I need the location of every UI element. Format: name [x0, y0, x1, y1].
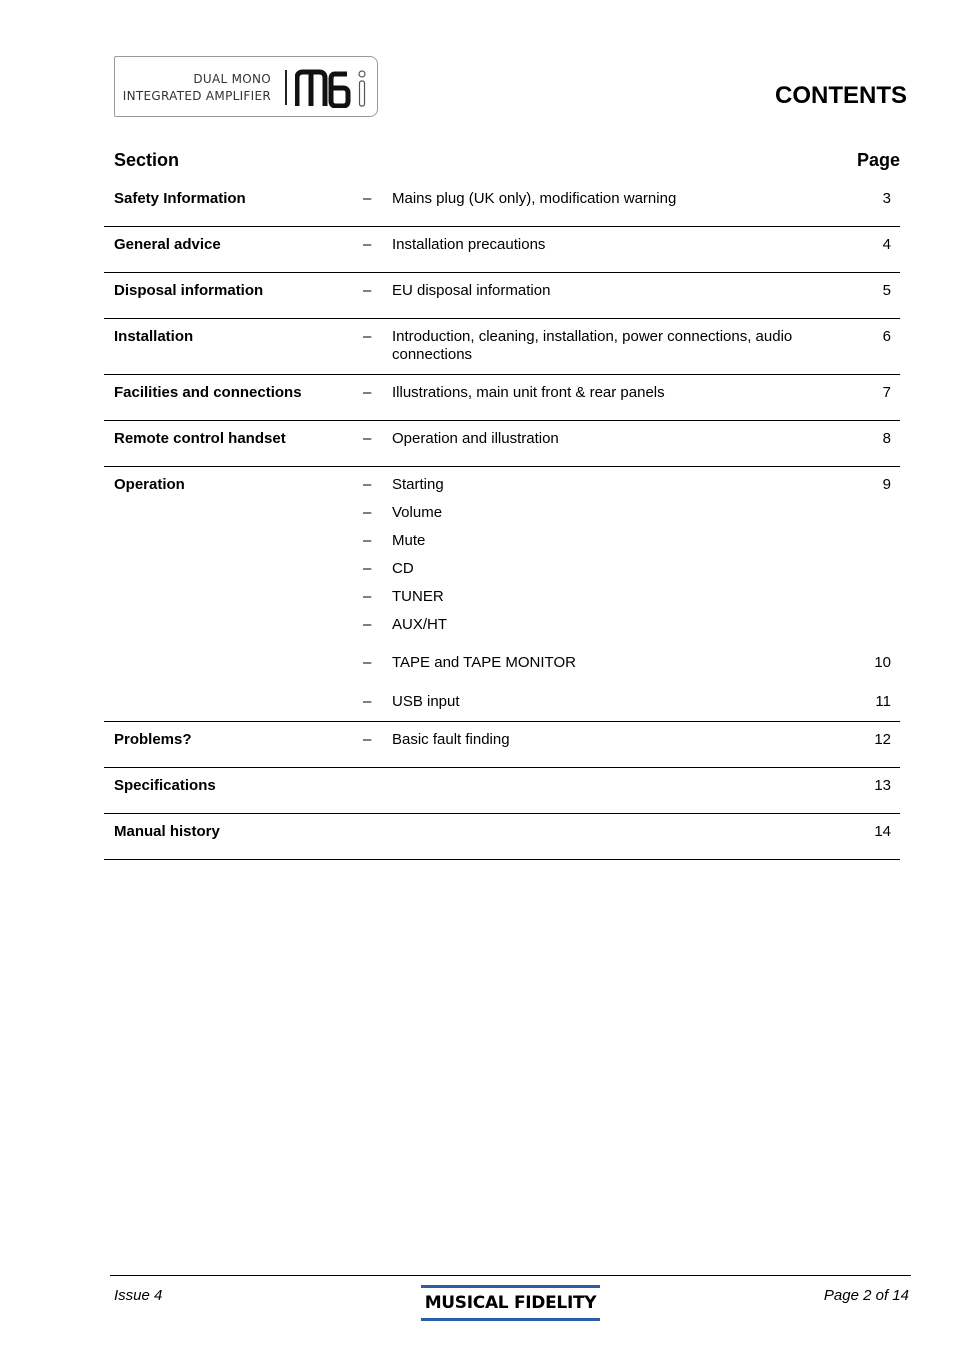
toc-description: CD: [392, 560, 414, 577]
logo-line2: INTEGRATED AMPLIFIER: [122, 89, 271, 103]
toc-row-facilities: [104, 375, 900, 421]
toc-description: Starting: [392, 476, 444, 493]
page-column-header: Page: [856, 150, 900, 170]
toc-section: General advice: [114, 236, 221, 253]
toc-row-installation: [104, 319, 900, 375]
toc-description: TUNER: [392, 588, 444, 605]
footer-divider: [110, 1275, 911, 1276]
contents-table: [104, 181, 900, 860]
toc-dash: –: [363, 384, 372, 401]
toc-section: Remote control handset: [114, 430, 286, 447]
section-column-header: Section: [114, 150, 180, 170]
toc-row-general-advice: [104, 227, 900, 273]
toc-description: TAPE and TAPE MONITOR: [392, 654, 576, 671]
toc-dash: –: [363, 731, 372, 748]
toc-page-number: 11: [875, 693, 891, 710]
toc-dash: –: [363, 560, 372, 577]
toc-section: Facilities and connections: [114, 384, 302, 401]
toc-description: Illustrations, main unit front & rear panels: [392, 384, 665, 401]
toc-dash: –: [363, 504, 372, 521]
page-indicator: Page 2 of 14: [823, 1287, 909, 1304]
toc-section: Specifications: [114, 777, 216, 794]
toc-page-number: 13: [874, 777, 891, 794]
toc-dash: –: [363, 190, 372, 207]
toc-row-manual-history: [104, 814, 900, 860]
toc-dash: –: [363, 654, 372, 671]
toc-section: Operation: [114, 476, 185, 493]
toc-page-number: 10: [874, 654, 891, 671]
brand-logo: [421, 1285, 600, 1321]
toc-dash: –: [363, 236, 372, 253]
toc-page-number: 3: [882, 190, 891, 207]
toc-page-number: 4: [882, 236, 891, 253]
toc-row-operation: [104, 467, 900, 722]
toc-description: Operation and illustration: [392, 430, 559, 447]
toc-description: Mute: [392, 532, 426, 549]
toc-dash: –: [363, 430, 372, 447]
toc-row-remote: [104, 421, 900, 467]
toc-description: Introduction, cleaning, installation, power connections, audio connections: [392, 328, 793, 363]
toc-description: Installation precautions: [392, 236, 546, 253]
toc-section: Disposal information: [114, 282, 264, 299]
toc-description: AUX/HT: [392, 616, 448, 633]
toc-dash: –: [363, 476, 372, 493]
toc-page-number: 14: [874, 823, 891, 840]
toc-dash: –: [363, 328, 372, 345]
logo-divider: [285, 70, 287, 105]
product-logo: [114, 56, 378, 117]
toc-page-number: 8: [882, 430, 891, 447]
toc-description: USB input: [392, 693, 460, 710]
brand-name: MUSICAL FIDELITY: [424, 1293, 597, 1313]
toc-row-disposal: [104, 273, 900, 319]
toc-page-number: 12: [874, 731, 891, 748]
toc-row-problems: [104, 722, 900, 768]
toc-page-number: 5: [882, 282, 891, 299]
toc-description: EU disposal information: [392, 282, 551, 299]
toc-dash: –: [363, 616, 372, 633]
issue-number: Issue 4: [114, 1287, 163, 1304]
m6i-logo-mark: [295, 66, 370, 108]
toc-section: Installation: [114, 328, 194, 345]
toc-dash: –: [363, 532, 372, 549]
toc-page-number: 7: [882, 384, 891, 401]
logo-line1: DUAL MONO: [193, 72, 271, 86]
toc-page-number: 6: [882, 328, 891, 345]
toc-dash: –: [363, 693, 372, 710]
toc-dash: –: [363, 588, 372, 605]
toc-page-number: 9: [882, 476, 891, 493]
toc-section: Safety Information: [114, 190, 246, 207]
toc-section: Manual history: [114, 823, 220, 840]
toc-description: Mains plug (UK only), modification warning: [392, 190, 677, 207]
toc-description: Volume: [392, 504, 443, 521]
toc-row-specifications: [104, 768, 900, 814]
page-title: CONTENTS: [775, 82, 907, 109]
toc-description: Basic fault finding: [392, 731, 510, 748]
toc-section: Problems?: [114, 731, 192, 748]
toc-row-safety: [104, 181, 900, 227]
toc-dash: –: [363, 282, 372, 299]
